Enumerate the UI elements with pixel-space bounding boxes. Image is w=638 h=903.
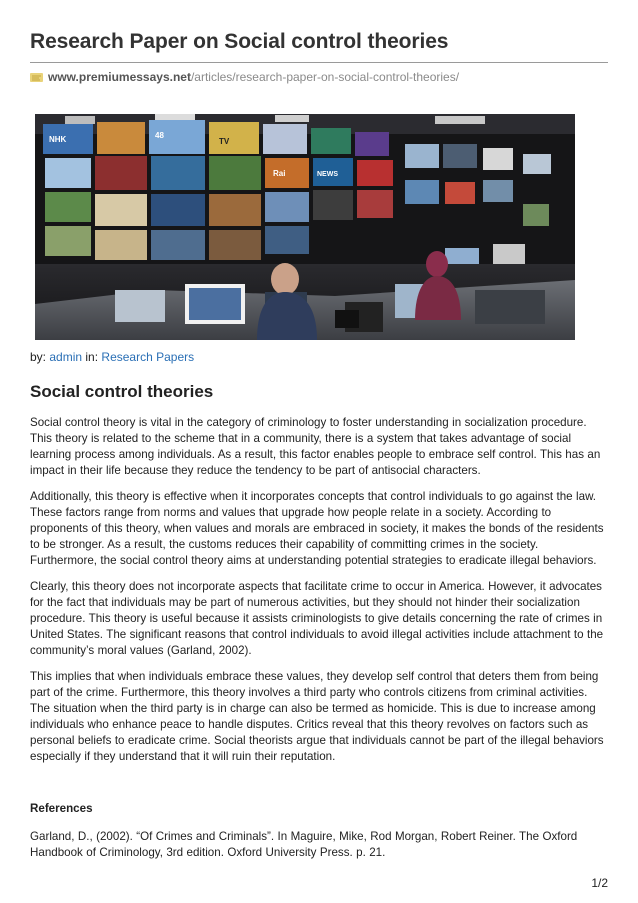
source-domain: www.premiumessays.net: [48, 70, 191, 84]
paragraph: Social control theory is vital in the category of criminology to foster understanding in socialization procedure. This theory is related to the scheme that in a community, there is a system that takes advantage of social learning process among individuals. As a result, this factor enables people to embrace self control. This has an impact in their life because they reduce the tendency to be part of antisocial characters.: [30, 416, 601, 477]
page-number: 1/2: [591, 876, 608, 890]
source-link[interactable]: [48, 70, 459, 84]
screen-caption: NEWS: [317, 171, 338, 178]
reference-item: Garland, D., (2002). “Of Crimes and Criminals”. In Maguire, Mike, Rod Morgan, Robert Reiner. The Oxford Handbook of Criminology, 3rd edition. Oxford University Press. p. 21.: [30, 830, 578, 859]
paragraph: Clearly, this theory does not incorporate aspects that facilitate crime to occur in America. However, it advocates for the fact that individuals may be part of numerous activities, but they should not hinder their socialization procedure. This theory is useful because it assists criminologists to give details concerning the rate of crimes in United States. The significant reasons that control individuals to avoid illegal activities include attachment to the community’s moral values (Garland, 2002).: [30, 580, 604, 657]
newsroom-control-room-photo: [35, 114, 575, 340]
screen-caption: Rai: [273, 169, 286, 178]
premiumessays-logo-icon: [30, 73, 43, 82]
page-title: Research Paper on Social control theories: [30, 30, 449, 53]
by-label: by:: [30, 350, 47, 364]
in-label: in:: [85, 350, 99, 364]
author-link[interactable]: admin: [49, 350, 83, 364]
paragraph: This implies that when individuals embrace these values, they develop self control that deters them from being part of the crime. Furthermore, this theory involves a third party who controls citizens from criminal activities. The situation when the third party is in charge can also be termed as homicide. This is due to increase among individuals who enhance peace to handle disputes. Critics reveal that this theory revolves on factors such as personal beliefs to eradicate crime. Social theorists argue that individuals cannot be part of the illegal behaviors especially if they understand that it will ruin their reputation.: [30, 670, 604, 763]
references-heading: References: [30, 802, 93, 815]
category-link[interactable]: Research Papers: [101, 350, 195, 364]
hero-image: [35, 114, 575, 340]
article-meta: [30, 350, 194, 364]
screen-caption: 48: [155, 131, 164, 140]
title-divider: [30, 62, 608, 63]
screen-caption: TV: [219, 137, 230, 146]
section-heading: Social control theories: [30, 382, 214, 401]
screen-caption: NHK: [49, 135, 67, 144]
paragraph: Additionally, this theory is effective when it incorporates concepts that control individuals to go against the law. These factors range from norms and values that upgrade how people relate in a society. According to proponents of this theory, when values and morals are embraced in society, it makes the bonds of the residents to be stronger. As a result, the customs reduces their capability of committing crimes in the society. Furthermore, the social control theory aims at understanding potential strategies to eradicate illegal behaviors.: [30, 490, 604, 567]
source-line: [30, 70, 459, 84]
source-path: /articles/research-paper-on-social-control-theories/: [190, 70, 460, 84]
